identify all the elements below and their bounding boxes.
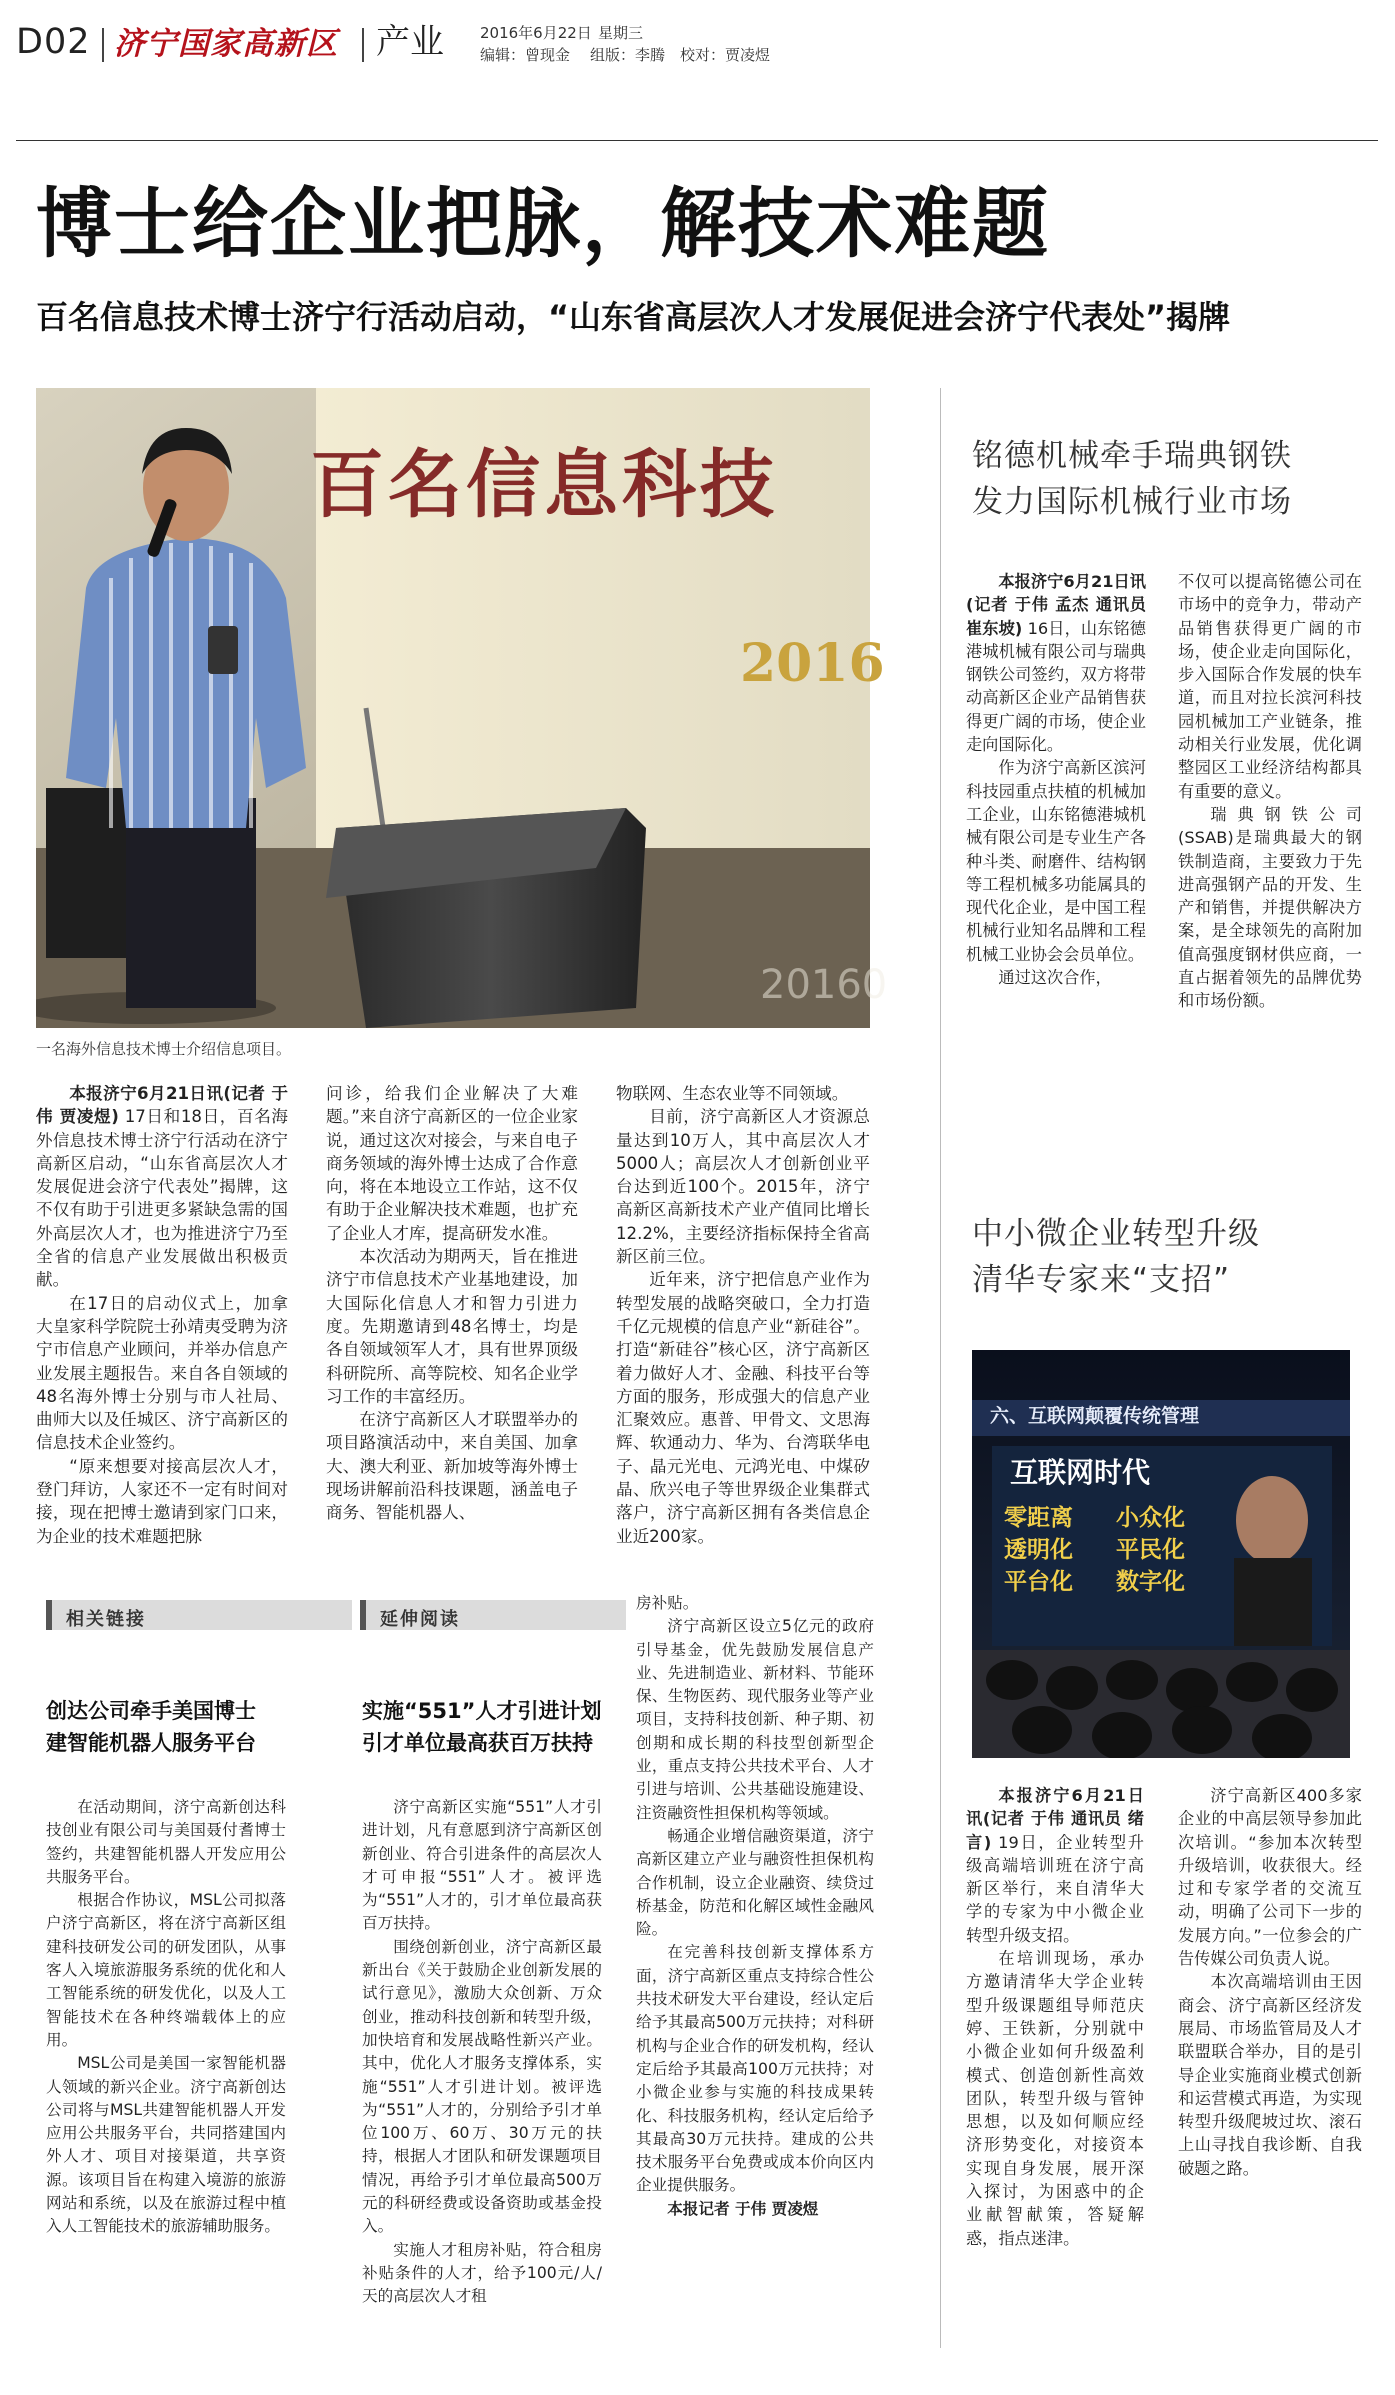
sidebar1-col1 (966, 570, 1146, 1130)
extended-col1-para: 围绕创新创业，济宁高新区最新出台《关于鼓励企业创新发展的试行意见》，激励大众创新、万众创业，推动科技创新和转型升级，加快培育和发展战略性新兴产业。其中，优化人才服务支撑体系，实施“551”人才引进计划。被评选为“551”人才的，分别给予引才单位100万、60万、30万元的扶持，根据人才团队和研发课题项目情况，再给予引才单位最高500万元的科研经费或设备资助或基金投入。 (362, 1937, 602, 2236)
sidebar2-title-line1: 中小微企业转型升级 (972, 1216, 1260, 1252)
sidebar1-col2-para: 不仅可以提高铭德公司在市场中的竞争力，带动产品销售获得更广阔的市场，使企业走向国际化，步入国际合作发展的快车道，而且对拉长滨河科技园机械加工产业链条，推动相关行业发展，优化调整园区工业经济结构都具有重要的意义。 (1178, 572, 1362, 801)
main-story-col3-para: 物联网、生态农业等不同领域。 (616, 1084, 849, 1103)
masthead-divider (102, 28, 104, 62)
main-photo-caption: 一名海外信息技术博士介绍信息项目。 (36, 1040, 292, 1058)
sidebar-vertical-rule (940, 388, 941, 2348)
sidebar2-title-line2: 清华专家来“支招” (972, 1262, 1231, 1298)
editor-credit: 编辑：曾现金 (480, 46, 571, 64)
sidebar1-col1-para: 16日，山东铭德港城机械有限公司与瑞典钢铁公司签约，双方将带动高新区企业产品销售获得更广阔的市场，使企业走向国际化。 (966, 618, 1146, 755)
related-para: MSL公司是美国一家智能机器人领域的新兴企业。济宁高新创达公司将与MSL共建智能机器人开发应用公共服务平台，共同搭建国内外人才、项目对接渠道，共享资源。该项目旨在构建入境游的旅游网站和系统，以及在旅游过程中植入人工智能技术的旅游辅助服务。 (46, 2054, 286, 2236)
main-story-col1-para: 17日和18日，百名海外信息技术博士济宁行活动在济宁高新区启动，“山东省高层次人才发展促进会济宁代表处”揭牌，这不仅有助于引进更多紧缺急需的国外高层次人才，也为推进济宁乃至全省的信息产业发展做出积极贡献。 (36, 1107, 288, 1290)
sidebar1-col2 (1178, 570, 1362, 1130)
main-story-col1-para: “原来想要对接高层次人才，登门拜访，人家还不一定有时间对接，现在把博士邀请到家门口来，为企业的技术难题把脉 (36, 1456, 288, 1546)
sidebar1-title-line1: 铭德机械牵手瑞典钢铁 (972, 438, 1292, 474)
main-story-col2 (326, 1082, 578, 1523)
extended-title-line1: 实施“551”人才引进计划 (362, 1699, 602, 1723)
sidebar2-photo-slide-word: 数字化 (1116, 1569, 1185, 1595)
sidebar1-lead: 本报济宁6月21日讯(记者 于伟 孟杰 通讯员 崔东坡) (966, 572, 1146, 638)
extended-title-line2: 引才单位最高获百万扶持 (362, 1731, 593, 1755)
extended-col2-para: 济宁高新区设立5亿元的政府引导基金，优先鼓励发展信息产业、先进制造业、新材料、节能环保、生物医药、现代服务业等产业项目，支持科技创新、种子期、初创期和成长期的科技型创新型企业，重点支持公共技术平台、人才引进与培训、公共基础设施建设、注资融资性担保机构等领域。 (636, 1617, 874, 1822)
sidebar2-col1-para: 19日，企业转型升级高端培训班在济宁高新区举行，来自清华大学的专家为中小微企业转型升级支招。 (966, 1832, 1144, 1945)
sidebar2-photo-banner: 六、互联网颠覆传统管理 (990, 1405, 1200, 1427)
extended-col1-para: 实施人才租房补贴，符合租房补贴条件的人才，给予100元/人/天的高层次人才租 (362, 2240, 602, 2306)
sidebar2-photo-slide-word: 平民化 (1116, 1537, 1185, 1563)
headline-subtitle: 百名信息技术博士济宁行活动启动，“山东省高层次人才发展促进会济宁代表处”揭牌 (36, 298, 1231, 336)
sidebar2-col2 (1178, 1784, 1362, 2364)
related-para: 在活动期间，济宁高新创达科技创业有限公司与美国聂付耆博士签约，共建智能机器人开发应用公共服务平台。 (46, 1798, 286, 1886)
extended-col2-para: 房补贴。 (636, 1594, 699, 1612)
main-photo-screen-text: 百名信息科技 (310, 442, 778, 528)
extended-col2-para: 在完善科技创新支撑体系方面，济宁高新区重点支持综合性公共技术研发大平台建设，经认定后给予其最高500万元扶持；对科研机构与企业合作的研发机构，经认定后给予其最高100万元扶持；对小微企业参与实施的科技成果转化、科技服务机构，经认定后给予其最高30万元扶持。建成的公共技术服务平台免费或成本价向区内企业提供服务。 (636, 1943, 874, 2195)
sidebar2-photo-slide-word: 零距离 (1004, 1505, 1073, 1531)
sidebar2-photo-slide-word: 小众化 (1116, 1505, 1185, 1531)
extended-col2-para: 畅通企业增信融资渠道，济宁高新区建立产业与融资性担保机构合作机制，设立企业融资、续贷过桥基金，防范和化解区域性金融风险。 (636, 1826, 874, 1939)
headline-title: 博士给企业把脉，解技术难题 (36, 179, 1050, 268)
extended-col2 (636, 1592, 874, 2356)
sidebar2-col2-para: 本次高端培训由王因商会、济宁高新区经济发展局、市场监管局及人才联盟联合举办，目的是引导企业实施商业模式创新和运营模式再造，为实现转型升级爬坡过坎、滚石上山寻找自我诊断、自我破题之路。 (1178, 1972, 1362, 2178)
main-story-col1-para: 在17日的启动仪式上，加拿大皇家科学院院士孙靖夷受聘为济宁市信息产业顾问，并举办信息产业发展主题报告。来自各自领域的48名海外博士分别与市人社局、曲师大以及任城区、济宁高新区的信息技术企业签约。 (36, 1293, 288, 1453)
related-tag-label: 相关链接 (66, 1609, 146, 1630)
main-story-col2-para: 本次活动为期两天，旨在推进济宁市信息技术产业基地建设，加大国际化信息人才和智力引进力度。先期邀请到48名博士，均是各自领域领军人才，具有世界顶级科研院所、高等院校、知名企业学习工作的丰富经历。 (326, 1247, 578, 1406)
issue-weekday: 星期三 (598, 24, 644, 42)
layout-credit: 组版：李腾 (590, 46, 666, 64)
masthead-divider-2 (362, 28, 364, 62)
page-number: D02 (16, 22, 91, 62)
sidebar1-col1-para: 作为济宁高新区滨河科技园重点扶植的机械加工企业，山东铭德港城机械有限公司是专业生产各种斗类、耐磨件、结构钢等工程机械多功能属具的现代化企业，是中国工程机械行业知名品牌和工程机械工业协会会员单位。 (966, 758, 1146, 964)
main-story-lead: 本报济宁6月21日讯(记者 于伟 贾凌煜) (36, 1084, 288, 1127)
sidebar2-col2-para: 济宁高新区400多家企业的中高层领导参加此次培训。“参加本次转型升级培训，收获很大。经过和专家学者的交流互动，明确了公司下一步的发展方向。”一位参会的广告传媒公司负责人说。 (1178, 1786, 1362, 1969)
related-tag (46, 1600, 352, 1630)
sidebar2-col1-para: 在培训现场，承办方邀请清华大学企业转型升级课题组导师范庆婷、王铁新，分别就中小微企业如何升级盈利模式、创造创新性高效团队，转型升级与管钟思想，以及如何顺应经济形势变化，对接资本实现自身发展，展开深入探讨，为困惑中的企业献智献策，答疑解惑，指点迷津。 (966, 1949, 1144, 2248)
extended-col1-para: 济宁高新区实施“551”人才引进计划，凡有意愿到济宁高新区创新创业、符合引进条件的高层次人才可申报“551”人才。被评选为“551”人才的，引才单位最高获百万扶持。 (362, 1798, 602, 1933)
extended-col1 (362, 1796, 602, 2356)
main-photo-bottom-text: 20160 (760, 962, 888, 1008)
extended-byline: 本报记者 于伟 贾凌煜 (667, 2199, 819, 2218)
related-title-line2: 建智能机器人服务平台 (46, 1731, 256, 1755)
paper-name: 济宁国家高新区 (114, 26, 338, 62)
sidebar2-lead: 本报济宁6月21日讯(记者 于伟 通讯员 绪言) (966, 1786, 1144, 1852)
related-body (46, 1796, 286, 2356)
sidebar1-col2-para: 瑞典钢铁公司(SSAB)是瑞典最大的钢铁制造商，主要致力于先进高强钢产品的开发、生产和销售，并提供解决方案，是全球领先的高附加值高强度钢材供应商，一直占据着领先的品牌优势和市场份额。 (1178, 804, 1362, 1011)
main-story-col3 (616, 1082, 870, 1546)
sidebar1-col1-para: 通过这次合作， (998, 968, 1112, 988)
masthead-rule (16, 140, 1378, 141)
sidebar2-photo-slide-title: 互联网时代 (1010, 1456, 1151, 1489)
sidebar2-col1 (966, 1784, 1144, 2364)
section-name: 产业 (376, 22, 444, 62)
issue-date: 2016年6月22日 (480, 24, 592, 42)
main-story-col1 (36, 1082, 288, 1546)
sidebar1-title-line2: 发力国际机械行业市场 (972, 484, 1292, 520)
main-story-col3-para: 目前，济宁高新区人才资源总量达到10万人，其中高层次人才5000人；高层次人才创新创业平台达到近100个。2015年，济宁高新区高新技术产业产值同比增长12.2%，主要经济指标保持全省高新区前三位。 (616, 1107, 870, 1267)
related-title-line1: 创达公司牵手美国博士 (46, 1699, 256, 1723)
sidebar2-photo-slide-word: 透明化 (1004, 1537, 1073, 1563)
extended-tag-label: 延伸阅读 (380, 1609, 460, 1630)
main-story-col2-para: 在济宁高新区人才联盟举办的项目路演活动中，来自美国、加拿大、澳大利亚、新加坡等海外博士现场讲解前沿科技课题，涵盖电子商务、智能机器人、 (326, 1410, 578, 1523)
main-story-col3-para: 近年来，济宁把信息产业作为转型发展的战略突破口，全力打造千亿元规模的信息产业“新硅谷”。打造“新硅谷”核心区，济宁高新区着力做好人才、金融、科技平台等方面的服务，形成强大的信息产业汇聚效应。惠普、甲骨文、文思海辉、软通动力、华为、台湾联华电子、晶元光电、元鸿光电、中煤矽晶、欣兴电子等世界级企业集群式落户，济宁高新区拥有各类信息企业近200家。 (616, 1270, 870, 1546)
extended-tag (360, 1600, 626, 1630)
proof-credit: 校对：贾凌煜 (680, 46, 771, 64)
related-para: 根据合作协议，MSL公司拟落户济宁高新区，将在济宁高新区组建科技研发公司的研发团队，从事客人入境旅游服务系统的优化和人工智能系统的研发优化，以及人工智能技术在各种终端载体上的应用。 (46, 1891, 286, 2049)
main-story-col2-para: 问诊，给我们企业解决了大难题。”来自济宁高新区的一位企业家说，通过这次对接会，与来自电子商务领域的海外博士达成了合作意向，将在本地设立工作站，这不仅有助于企业解决技术难题，也扩充了企业人才库，提高研发水准。 (326, 1084, 578, 1243)
sidebar2-photo-slide-word: 平台化 (1004, 1569, 1073, 1595)
main-photo-year-text: 2016 (740, 633, 885, 694)
